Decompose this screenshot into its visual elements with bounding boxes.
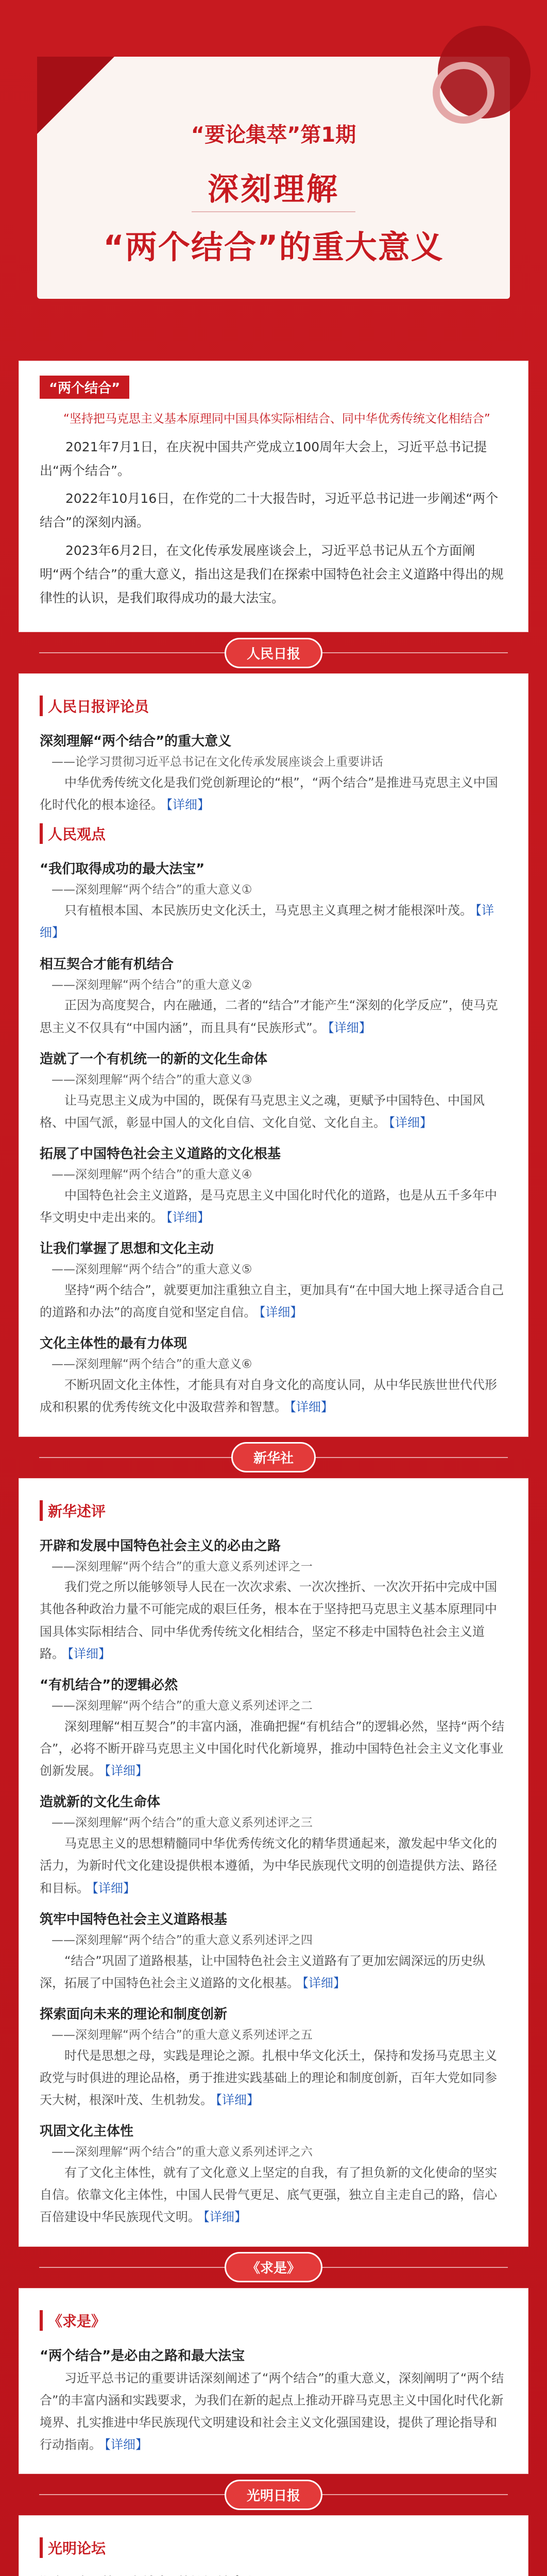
intro-quote: “坚持把马克思主义基本原理同中国具体实际相结合、同中华优秀传统文化相结合” xyxy=(63,412,490,426)
summary-text: 时代是思想之母，实践是理论之源。扎根中华文化沃土，保持和发扬马克思主义政党与时俱进的理论品格，勇于推进实践基础上的理论和制度创新，百年大党如同参天大树，根深叶茂、生机勃发。 xyxy=(40,2048,497,2108)
article-summary xyxy=(40,1279,507,1324)
detail-link[interactable]: 【详细】 xyxy=(166,798,210,812)
summary-text: 只有植根本国、本民族历史文化沃土，马克思主义真理之树才能根深叶茂。 xyxy=(64,903,472,918)
article-summary xyxy=(40,1833,507,1900)
article-summary xyxy=(40,1090,507,1134)
article-title[interactable]: 拓展了中国特色社会主义道路的文化根基 xyxy=(40,1146,281,1162)
summary-text: 中国特色社会主义道路，是马克思主义中国化时代化的道路，也是从五千多年中华文明史中走出来的。 xyxy=(40,1188,497,1225)
article-subtitle: ——深刻理解“两个结合”的重大意义系列述评之三 xyxy=(52,1816,313,1830)
section-divider xyxy=(19,2474,528,2515)
article-summary xyxy=(40,2162,507,2229)
detail-link[interactable]: 【详细】 xyxy=(328,1020,371,1035)
section-panel xyxy=(19,1478,528,2247)
article-title[interactable]: 探索面向未来的理论和制度创新 xyxy=(40,2006,228,2022)
section-divider xyxy=(19,632,528,673)
detail-link[interactable]: 【详细】 xyxy=(290,1400,333,1415)
intro-paragraph: 2023年6月2日，在文化传承发展座谈会上，习近平总书记从五个方面阐明“两个结合”的重大意义，指出这是我们在探索中国特色社会主义道路中得出的规律性的认识，是我们取得成功的最大法宝。 xyxy=(40,543,504,606)
article-subtitle: ——深刻理解“两个结合”的重大意义④ xyxy=(52,1167,252,1181)
summary-text: 坚持“两个结合”，就要更加注重独立自主，更加具有“在中国大地上探寻适合自己的道路和办法”的高度自觉和坚定自信。 xyxy=(40,1282,504,1320)
article-title[interactable] xyxy=(40,2572,507,2576)
column-heading: 《求是》 xyxy=(40,2310,106,2331)
article-summary xyxy=(40,2045,507,2112)
detail-link[interactable]: 【详细】 xyxy=(105,1764,148,1778)
summary-text: 马克思主义的思想精髓同中华优秀传统文化的精华贯通起来，激发起中华文化的活力，为新时代文化建设提供根本遵循，为中华民族现代文明的创造提供方法、路径和目标。 xyxy=(40,1836,497,1895)
issue-label: “要论集萃”第1期 xyxy=(191,123,356,147)
article-summary xyxy=(40,900,507,944)
detail-link[interactable]: 【详细】 xyxy=(389,1115,432,1130)
article-subtitle: ——深刻理解“两个结合”的重大意义系列述评之五 xyxy=(52,2028,313,2042)
detail-link[interactable]: 【详细】 xyxy=(302,1975,346,1990)
detail-link[interactable]: 【详细】 xyxy=(105,2437,148,2452)
article-summary xyxy=(40,1950,507,1994)
summary-text: 正因为高度契合，内在融通，二者的“结合”才能产生“深刻的化学反应”，使马克思主义不仅具有“中国内涵”，而且具有“民族形式”。 xyxy=(40,998,498,1035)
article-summary xyxy=(40,1716,507,1783)
detail-link[interactable]: 【详细】 xyxy=(203,2210,247,2225)
summary-text: 不断巩固文化主体性，才能具有对自身文化的高度认同，从中华民族世世代代形成和积累的优秀传统文化中汲取营养和智慧。 xyxy=(40,1378,497,1415)
section-divider xyxy=(19,2247,528,2288)
article-subtitle: ——深刻理解“两个结合”的重大意义③ xyxy=(52,1073,252,1087)
article-subtitle: ——深刻理解“两个结合”的重大意义系列述评之一 xyxy=(52,1560,313,1573)
intro-panel xyxy=(19,361,528,632)
article-title[interactable]: “有机结合”的逻辑必然 xyxy=(40,1677,178,1693)
article-subtitle: ——深刻理解“两个结合”的重大意义① xyxy=(52,883,252,897)
page-title-line1: 深刻理解 xyxy=(208,172,339,208)
section-source-pill: 新华社 xyxy=(231,1442,316,1472)
article-summary xyxy=(40,772,507,816)
detail-link[interactable]: 【详细】 xyxy=(40,903,494,940)
article-title[interactable]: 筑牢中国特色社会主义道路根基 xyxy=(40,1911,228,1927)
article-summary xyxy=(40,994,507,1039)
summary-text: 我们党之所以能够领导人民在一次次求索、一次次挫折、一次次开拓中完成中国其他各种政治力量不可能完成的艰巨任务，根本在于坚持把马克思主义基本原理同中国具体实际相结合、同中华优秀传统文化相结合，坚定不移走中国特色社会主义道路。 xyxy=(40,1580,497,1661)
article-title[interactable]: 造就新的文化生命体 xyxy=(40,1794,161,1810)
header xyxy=(0,0,547,330)
section-source-pill: 人民日报 xyxy=(225,638,322,668)
section-panel xyxy=(19,2515,528,2576)
detail-link[interactable]: 【详细】 xyxy=(259,1305,303,1320)
column-heading: 人民观点 xyxy=(40,823,106,844)
article-title[interactable]: 深刻理解“两个结合”的重大意义 xyxy=(40,734,232,750)
article-subtitle: ——深刻理解“两个结合”的重大意义⑤ xyxy=(52,1263,252,1277)
article-title[interactable]: “两个结合”是必由之路和最大法宝 xyxy=(40,2348,245,2364)
article-title[interactable]: “我们取得成功的最大法宝” xyxy=(40,861,205,877)
article-subtitle: ——深刻理解“两个结合”的重大意义系列述评之六 xyxy=(52,2145,313,2159)
article-summary xyxy=(40,2367,507,2456)
article-subtitle: ——论学习贯彻习近平总书记在文化传承发展座谈会上重要讲话 xyxy=(52,755,383,769)
article-title[interactable]: 文化主体性的最有力体现 xyxy=(40,1336,187,1352)
summary-text: 有了文化主体性，就有了文化意义上坚定的自我，有了担负新的文化使命的坚实自信。依靠文化主体性，中国人民骨气更足、底气更强，独立自主走自己的路，信心百倍建设中华民族现代文明。 xyxy=(40,2165,497,2225)
main-content xyxy=(19,361,528,2576)
article-title[interactable]: 让我们掌握了思想和文化主动 xyxy=(40,1241,214,1257)
column-heading: 光明论坛 xyxy=(40,2537,106,2558)
header-divider xyxy=(192,211,355,212)
section-panel xyxy=(19,2288,528,2475)
summary-text: 中华优秀传统文化是我们党创新理论的“根”，“两个结合”是推进马克思主义中国化时代化的根本途径。 xyxy=(40,775,498,812)
intro-paragraph: 2022年10月16日，在作党的二十大报告时，习近平总书记进一步阐述“两个结合”的深刻内涵。 xyxy=(40,491,499,530)
header-card xyxy=(37,57,510,299)
section-panel xyxy=(19,673,528,1436)
section-source-pill: 光明日报 xyxy=(225,2480,322,2510)
detail-link[interactable]: 【详细】 xyxy=(166,1210,210,1225)
summary-text: 深刻理解“相互契合”的丰富内涵，准确把握“有机结合”的逻辑必然，坚持“两个结合”，必将不断开辟马克思主义中国化时代化新境界，推动中国特色社会主义文化事业创新发展。 xyxy=(40,1719,505,1778)
detail-link[interactable]: 【详细】 xyxy=(216,2093,259,2108)
section-divider xyxy=(19,1437,528,1478)
ring-decoration xyxy=(433,62,494,124)
article-summary xyxy=(40,1576,507,1665)
article-title[interactable]: 巩固文化主体性 xyxy=(40,2124,134,2140)
article-subtitle: ——深刻理解“两个结合”的重大意义② xyxy=(52,978,252,992)
column-heading: 人民日报评论员 xyxy=(40,696,149,716)
article-summary xyxy=(40,1374,507,1418)
article-subtitle: ——深刻理解“两个结合”的重大意义⑥ xyxy=(52,1358,252,1371)
detail-link[interactable]: 【详细】 xyxy=(67,1646,111,1661)
summary-text: “结合”巩固了道路根基，让中国特色社会主义道路有了更加宏阔深远的历史纵深，拓展了中国特色社会主义道路的文化根基。 xyxy=(40,1953,485,1990)
article-title[interactable]: 造就了一个有机统一的新的文化生命体 xyxy=(40,1051,268,1067)
column-heading: 新华述评 xyxy=(40,1500,106,1521)
section-source-pill: 《求是》 xyxy=(225,2252,322,2282)
intro-paragraph: 2021年7月1日，在庆祝中国共产党成立100周年大会上，习近平总书记提出“两个结合”。 xyxy=(40,439,487,478)
detail-link[interactable]: 【详细】 xyxy=(92,1880,135,1895)
article-subtitle: ——深刻理解“两个结合”的重大意义系列述评之四 xyxy=(52,1933,313,1947)
intro-tag: “两个结合” xyxy=(40,376,129,399)
article-title[interactable]: 相互契合才能有机结合 xyxy=(40,956,174,972)
summary-text: 让马克思主义成为中国的，既保有马克思主义之魂，更赋予中国特色、中国风格、中国气派，彰显中国人的文化自信、文化自觉、文化自主。 xyxy=(40,1093,485,1130)
article-subtitle: ——深刻理解“两个结合”的重大意义系列述评之二 xyxy=(52,1699,313,1713)
page-title-line2: “两个结合”的重大意义 xyxy=(103,228,444,266)
summary-text: 习近平总书记的重要讲话深刻阐述了“两个结合”的重大意义，深刻阐明了“两个结合”的丰富内涵和实践要求，为我们在新的起点上推动开辟马克思主义中国化时代化新境界、扎实推进中华民族现代文明建设和社会主义文化强国建设，提供了理论指导和行动指南。 xyxy=(40,2370,504,2452)
sections xyxy=(19,632,528,2576)
article-title[interactable]: 开辟和发展中国特色社会主义的必由之路 xyxy=(40,1538,281,1554)
article-summary xyxy=(40,1184,507,1229)
